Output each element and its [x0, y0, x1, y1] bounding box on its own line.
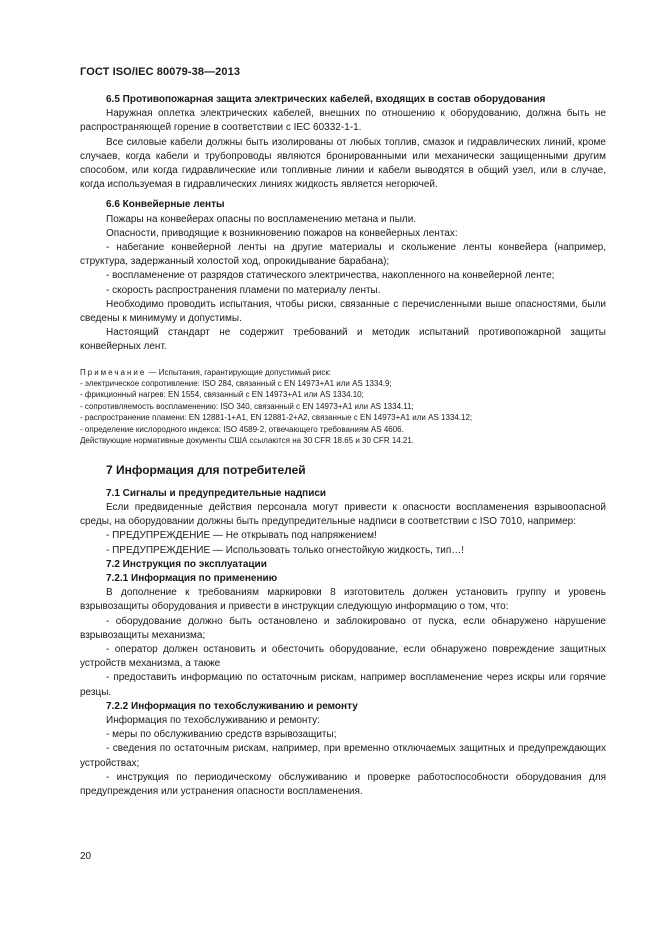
note-line: Действующие нормативные документы США ссылаются на 30 CFR 18.65 и 30 CFR 14.21. — [80, 436, 415, 446]
paragraph: В дополнение к требованиям маркировки 8 изготовитель должен установить группу и уровень взрывозащиты оборудования и привести в инструкции следующую информацию о том, что: — [80, 587, 606, 613]
list-item: - предоставить информацию по остаточным рискам, например воспламенение через искры или горячие резцы. — [80, 672, 606, 698]
paragraph: Опасности, приводящие к возникновению пожаров на конвейерных лентах: — [106, 227, 458, 239]
note-label: Примечание — [80, 367, 147, 377]
paragraph: Необходимо проводить испытания, чтобы риски, связанные с перечисленными выше опасностями, были сведены к минимуму и допустимы. — [80, 298, 606, 325]
section-6-5-heading: 6.5 Противопожарная защита электрических кабелей, входящих в состав оборудования — [106, 94, 546, 105]
document-header: ГОСТ ISO/IEC 80079-38—2013 — [80, 66, 241, 78]
list-item: - ПРЕДУПРЕЖДЕНИЕ — Использовать только огнестойкую жидкость, тип…! — [106, 544, 465, 556]
note-intro — [80, 367, 606, 378]
note-line: - сопротивляемость воспламенению: ISO 340, связанный с EN 14973+A1 или AS 1334.11; — [80, 401, 414, 411]
list-item: - сведения по остаточным рискам, например, при временно отключаемых защитных и предупреждающих устройствах; — [80, 743, 606, 769]
list-item: - инструкция по периодическому обслуживанию и проверке работоспособности оборудования для предупреждения или устранения опасности воспламенения. — [80, 771, 606, 797]
section-7-1-heading: 7.1 Сигналы и предупредительные надписи — [106, 487, 327, 499]
note-line: - распространение пламени: EN 12881-1+A1, EN 12881-2+A2, связанные с EN 14973+A1 или AS 1334.12; — [80, 413, 473, 423]
note-line: - определение кислородного индекса: ISO 4589-2, отвечающего требованиям AS 4606. — [80, 424, 404, 434]
list-item: - воспламенение от разрядов статического электричества, накопленного на конвейерной ленте; — [106, 270, 555, 282]
paragraph: Информация по техобслуживанию и ремонту: — [106, 714, 320, 726]
list-item: - скорость распространения пламени по материалу ленты. — [106, 284, 381, 296]
list-item: - оператор должен остановить и обесточить оборудование, если обнаружено повреждение защитных устройств механизма, а также — [80, 643, 606, 670]
section-7-heading: 7 Информация для потребителей — [106, 462, 306, 477]
note-intro-text: — Испытания, гарантирующие допустимый риск: — [146, 367, 332, 377]
page-number: 20 — [80, 851, 92, 862]
paragraph: Пожары на конвейерах опасны по воспламенению метана и пыли. — [106, 213, 417, 225]
paragraph: Если предвиденные действия персонала могут привести к опасности воспламенения взрывоопасной среды, на оборудовании должны быть предупредительные надписи в соответствии с ISO 7010, например: — [80, 501, 606, 528]
section-7-2-2-heading: 7.2.2 Информация по техобслуживанию и ремонту — [106, 700, 358, 712]
note-block — [80, 367, 606, 447]
document-body — [80, 93, 606, 799]
section-7-2-1-heading: 7.2.1 Информация по применению — [106, 572, 278, 584]
section-6-6-heading: 6.6 Конвейерные ленты — [106, 199, 225, 211]
list-item: - меры по обслуживанию средств взрывозащиты; — [106, 729, 337, 741]
list-item: - набегание конвейерной ленты на другие материалы и скольжение ленты конвейера (например, структура, задержанный холостой ход, опрокидывание барабана); — [80, 242, 606, 268]
note-line: - электрическое сопротивление: ISO 284, связанный с EN 14973+A1 или AS 1334.9; — [80, 379, 392, 389]
list-item: - оборудование должно быть остановлено и заблокировано от пуска, если обнаружено нарушение взрывозащиты механизма; — [80, 615, 606, 641]
section-7-2-heading: 7.2 Инструкция по эксплуатации — [106, 558, 267, 570]
note-line: - фрикционный нагрев: EN 1554, связанный с EN 14973+A1 или AS 1334.10; — [80, 390, 364, 400]
paragraph: Настоящий стандарт не содержит требований и методик испытаний противопожарной защиты конвейерных лент. — [80, 327, 606, 353]
list-item: - ПРЕДУПРЕЖДЕНИЕ — Не открывать под напряжением! — [106, 530, 377, 542]
paragraph: Все силовые кабели должны быть изолированы от любых топлив, смазок и гидравлических линий, кроме случаев, когда кабели и трубопроводы являются бронированными или механически защищенными другим способом, или когда гидравлические или топливные линии и кабели выводятся в общий узел, или в случае, когда используемая в гидравлических линиях жидкость является негорючей. — [80, 136, 606, 191]
paragraph: Наружная оплетка электрических кабелей, внешних по отношению к оборудованию, должна быть не распространяющей горение в соответствии с IEC 60332-1-1. — [80, 108, 606, 134]
